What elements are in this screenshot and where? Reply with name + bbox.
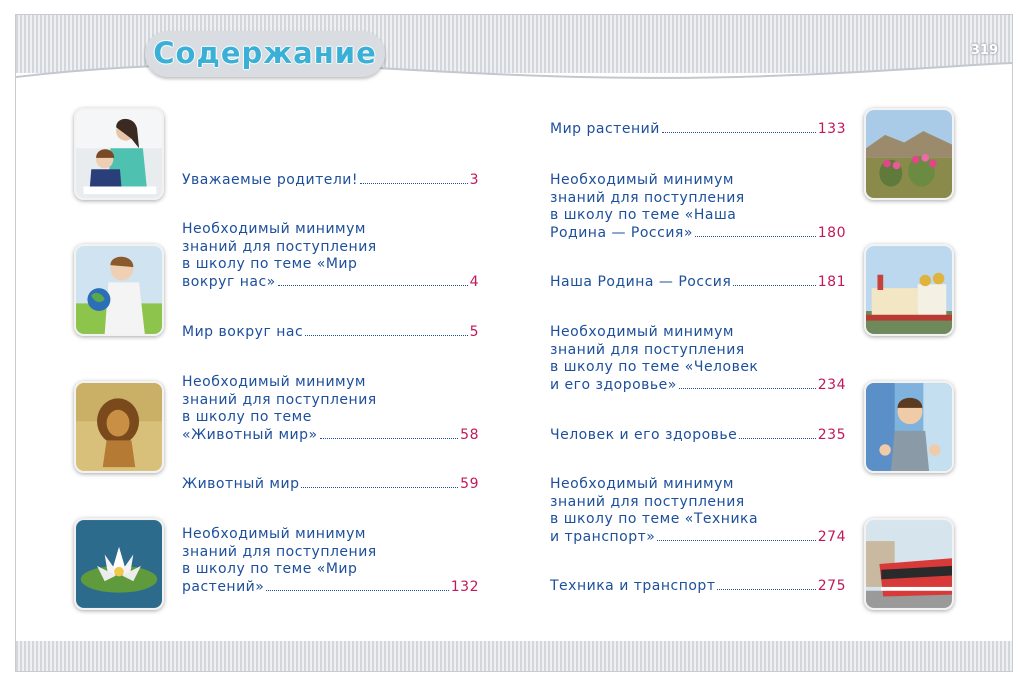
toc-entry[interactable]	[550, 427, 846, 445]
page-ref: 180	[817, 224, 846, 241]
page-ref: 132	[450, 578, 479, 595]
toc-entry[interactable]	[550, 578, 846, 596]
entry-title: «Животный мир»	[182, 426, 318, 443]
entry-line: Необходимый минимум	[550, 324, 734, 340]
entry-title: и транспорт»	[550, 528, 656, 545]
page-ref: 181	[817, 274, 846, 290]
toc-entry[interactable]	[182, 374, 479, 444]
boy-globe-photo	[74, 244, 164, 336]
page-ref: 3	[469, 172, 479, 188]
entry-line: знаний для поступления	[550, 189, 745, 206]
entry-line: в школу по теме «Техника	[550, 511, 759, 527]
leader-dots	[695, 236, 816, 237]
entry-line: Необходимый минимум	[550, 172, 734, 188]
entry-line: Необходимый минимум	[182, 526, 366, 542]
page-ref: 274	[817, 528, 846, 545]
entry-line: знаний для поступления	[550, 493, 745, 510]
leader-dots	[657, 540, 815, 541]
page-ref: 59	[460, 476, 479, 492]
entry-title: Животный мир	[182, 476, 300, 492]
entry-line: знаний для поступления	[182, 391, 377, 408]
water-lily-photo	[74, 518, 164, 610]
page-number: 319	[970, 43, 998, 58]
leader-dots	[301, 487, 458, 488]
entry-title: Уважаемые родители!	[182, 172, 359, 188]
page-ref: 234	[817, 376, 846, 393]
toc-entry[interactable]	[550, 476, 846, 546]
tram-photo	[864, 518, 954, 610]
page-ref: 4	[469, 273, 479, 290]
toc-entry[interactable]	[550, 172, 846, 242]
entry-line: знаний для поступления	[182, 543, 377, 560]
entry-line: в школу по теме «Мир	[182, 256, 358, 272]
page-title: Содержание	[153, 36, 377, 70]
leader-dots	[739, 438, 815, 439]
toc-entry[interactable]	[182, 526, 479, 596]
leader-dots	[320, 438, 459, 439]
toc-entry[interactable]	[182, 221, 479, 291]
page-ref: 5	[469, 324, 479, 340]
leader-dots	[305, 335, 467, 336]
leader-dots	[266, 590, 448, 591]
bottom-stripe-band	[16, 641, 1012, 671]
entry-title: Наша Родина — Россия	[550, 274, 732, 290]
entry-title: Человек и его здоровье	[550, 427, 738, 443]
title-pill	[145, 31, 385, 77]
toc-entry[interactable]	[182, 476, 479, 494]
page-ref: 275	[817, 578, 846, 594]
cactus-flowers-photo	[864, 108, 954, 200]
entry-title: Родина — Россия»	[550, 224, 693, 241]
kremlin-photo	[864, 244, 954, 336]
page-ref: 133	[817, 121, 846, 137]
entry-line: знаний для поступления	[182, 238, 377, 255]
entry-title: растений»	[182, 578, 265, 595]
entry-title: и его здоровье»	[550, 376, 677, 393]
toc-entry[interactable]	[182, 172, 479, 190]
toc-entry[interactable]	[550, 274, 846, 292]
entry-line: в школу по теме	[182, 409, 312, 425]
toc-entry[interactable]	[182, 324, 479, 342]
entry-line: в школу по теме «Мир	[182, 561, 358, 577]
toc-entry[interactable]	[550, 121, 846, 139]
entry-title: Техника и транспорт	[550, 578, 716, 594]
entry-line: Необходимый минимум	[182, 221, 366, 237]
toc-entry[interactable]	[550, 324, 846, 394]
entry-title: вокруг нас»	[182, 273, 276, 290]
entry-title: Мир вокруг нас	[182, 324, 304, 340]
entry-line: Необходимый минимум	[182, 374, 366, 390]
leader-dots	[679, 388, 816, 389]
leader-dots	[278, 285, 468, 286]
leader-dots	[717, 589, 815, 590]
leader-dots	[662, 132, 816, 133]
entry-line: знаний для поступления	[550, 341, 745, 358]
entry-line: в школу по теме «Человек	[550, 359, 759, 375]
entry-title: Мир растений	[550, 121, 660, 137]
entry-line: Необходимый минимум	[550, 476, 734, 492]
lion-photo	[74, 381, 164, 473]
leader-dots	[733, 285, 815, 286]
leader-dots	[360, 183, 468, 184]
entry-line: в школу по теме «Наша	[550, 207, 737, 223]
page-ref: 58	[460, 426, 479, 443]
boy-thumbs-up-photo	[864, 381, 954, 473]
page-ref: 235	[817, 427, 846, 443]
mother-child-photo	[74, 108, 164, 200]
